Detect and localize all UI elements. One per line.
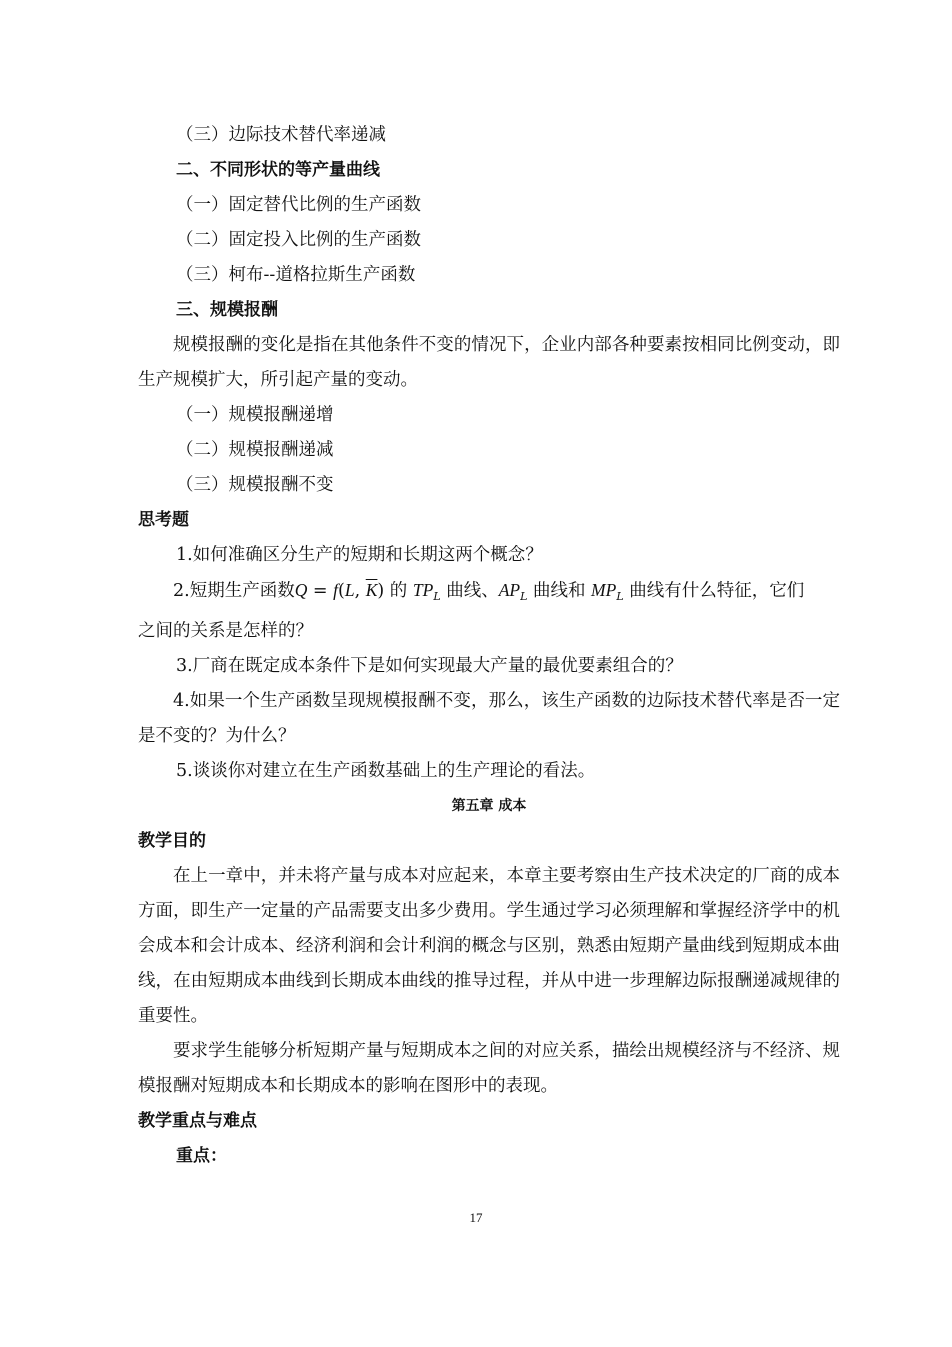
formula-l: L — [344, 580, 355, 600]
body-paragraph: 要求学生能够分析短期产量与短期成本之间的对应关系，描绘出规模经济与不经济、规模报酬对短期成本和长期成本的影响在图形中的表现。 — [138, 1041, 840, 1096]
formula-paren-close: ) — [377, 581, 385, 601]
key-points-heading: 教学重点与难点 — [138, 1111, 257, 1131]
chapter-title: 第五章 成本 — [451, 798, 527, 814]
body-paragraph: 规模报酬的变化是指在其他条件不变的情况下，企业内部各种要素按相同比例变动，即生产规模扩大，所引起产量的变动。 — [138, 335, 840, 390]
focus-heading: 重点： — [176, 1146, 227, 1166]
question-text: 的 — [384, 581, 413, 601]
ap-subscript: L — [520, 590, 528, 603]
formula-k-bar: $\overline{K}$ — [365, 580, 378, 600]
question-text: 曲线、 — [440, 581, 499, 601]
formula-eq: = — [307, 581, 334, 601]
question-text: 之间的关系是怎样的？ — [138, 621, 313, 641]
section-heading: 三、规模报酬 — [176, 300, 278, 320]
subsection-item: （一）固定替代比例的生产函数 — [176, 195, 421, 215]
goal-heading: 教学目的 — [138, 831, 206, 851]
subsection-item: （三）边际技术替代率递减 — [176, 125, 386, 145]
questions-heading: 思考题 — [138, 510, 189, 530]
question-item: 3.厂商在既定成本条件下是如何实现最大产量的最优要素组合的？ — [176, 656, 683, 676]
page-number: 17 — [469, 1210, 483, 1225]
formula-paren-open: ( — [338, 581, 345, 601]
section-heading: 二、不同形状的等产量曲线 — [176, 160, 380, 180]
question-item: 5.谈谈你对建立在生产函数基础上的生产理论的看法。 — [176, 761, 596, 781]
tp-subscript: L — [433, 590, 441, 603]
ap-symbol: AP — [498, 580, 521, 600]
question-item: 4.如果一个生产函数呈现规模报酬不变，那么，该生产函数的边际技术替代率是否一定是不变的？为什么？ — [138, 691, 840, 746]
question-text: 2.短期生产函数 — [173, 581, 295, 601]
subsection-item: （二）固定投入比例的生产函数 — [176, 230, 421, 250]
mp-symbol: MP — [591, 580, 617, 600]
question-item: 1.如何准确区分生产的短期和长期这两个概念？ — [176, 545, 543, 565]
subsection-item: （一）规模报酬递增 — [176, 405, 334, 425]
formula-f: f — [333, 580, 339, 600]
question-text: 曲线和 — [527, 581, 592, 601]
formula-q: Q — [294, 580, 308, 600]
tp-symbol: TP — [412, 580, 434, 600]
body-paragraph: 在上一章中，并未将产量与成本对应起来，本章主要考察由生产技术决定的厂商的成本方面，即生产一定量的产品需要支出多少费用。学生通过学习必须理解和掌握经济学中的机会成本和会计成本、经济利润和会计利润的概念与区别，熟悉由短期产量曲线到短期成本曲线，在由短期成本曲线到长期成本曲线的推导过程，并从中进一步理解边际报酬递减规律的重要性。 — [138, 866, 840, 1026]
formula-comma: , — [354, 581, 366, 601]
page-content — [138, 118, 840, 1174]
subsection-item: （二）规模报酬递减 — [176, 440, 334, 460]
question-item — [138, 573, 840, 649]
subsection-item: （三）柯布--道格拉斯生产函数 — [176, 265, 416, 285]
mp-subscript: L — [616, 590, 624, 603]
subsection-item: （三）规模报酬不变 — [176, 475, 334, 495]
question-text: 曲线有什么特征，它们 — [623, 581, 805, 601]
